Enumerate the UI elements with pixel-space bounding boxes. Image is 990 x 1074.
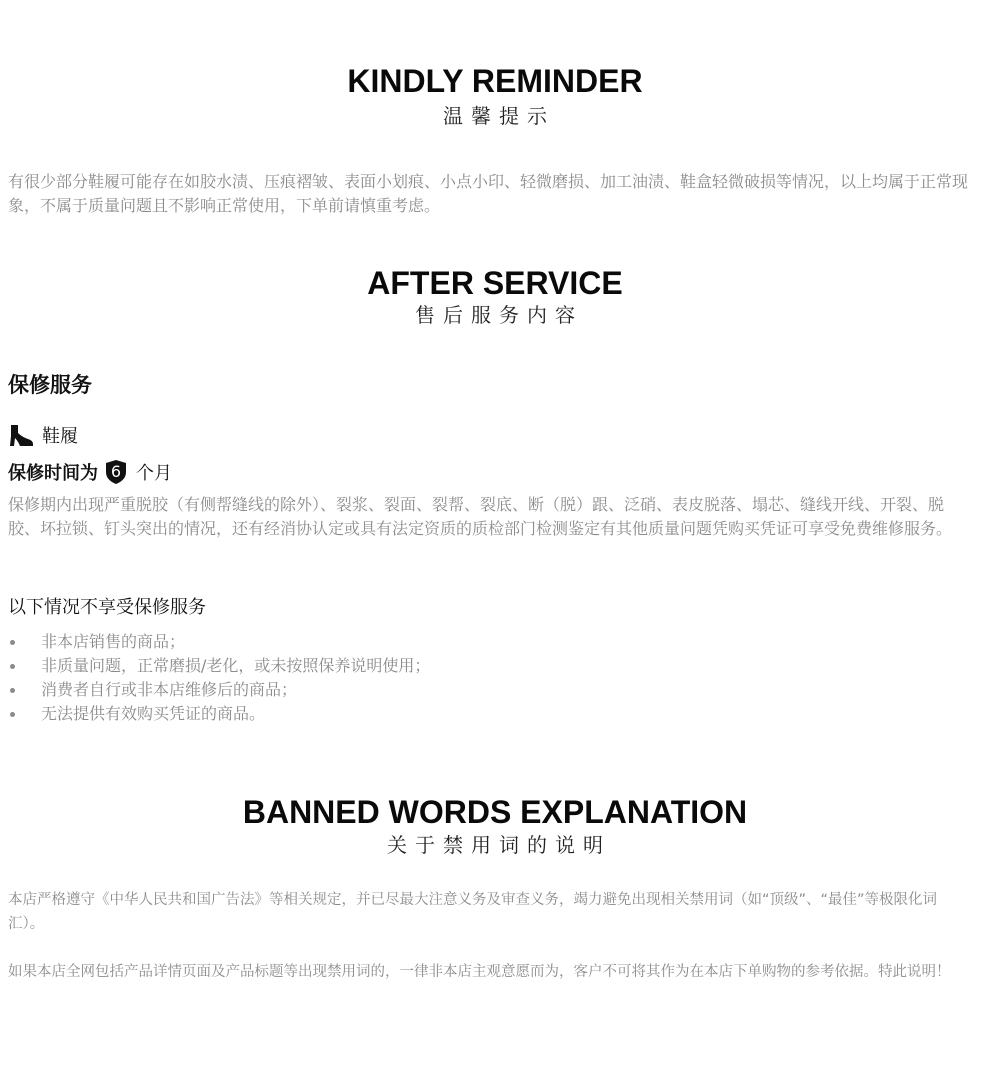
warranty-title: 保修服务	[8, 373, 92, 397]
list-item	[8, 678, 708, 702]
list-item	[8, 702, 708, 726]
period-prefix: 保修时间为	[8, 463, 98, 484]
after-service-title: AFTER SERVICE	[367, 265, 623, 301]
exclusion-text: 消费者自行或非本店维修后的商品；	[41, 680, 298, 699]
high-heel-boot-icon	[8, 423, 34, 447]
banned-words-paragraph-1: 本店严格遵守《中华人民共和国广告法》等相关规定，并已尽最大注意义务及审查义务，竭力避免出现相关禁用词（如“顶级”、“最佳”等极限化词汇）。	[8, 892, 938, 932]
bullet	[10, 712, 15, 717]
exclusions-list	[8, 630, 708, 726]
kindly-reminder-subtitle: 温馨提示	[443, 104, 555, 128]
kindly-reminder-text: 有很少部分鞋履可能存在如胶水渍、压痕褶皱、表面小划痕、小点小印、轻微磨损、加工油渍、鞋盒轻微破损等情况，以上均属于正常现象，不属于质量问题且不影响正常使用，下单前请慎重考虑。	[8, 172, 969, 215]
period-badge	[104, 459, 128, 485]
period-number: 6	[110, 462, 122, 481]
bullet	[10, 664, 15, 669]
banned-words-paragraph-2: 如果本店全网包括产品详情页面及产品标题等出现禁用词的，一律非本店主观意愿而为，客户不可将其作为在本店下单购物的参考依据。特此说明！	[8, 964, 951, 980]
exclusions-title: 以下情况不享受保修服务	[8, 597, 206, 618]
banned-words-subtitle: 关于禁用词的说明	[387, 833, 611, 857]
list-item	[8, 630, 708, 654]
exclusion-text: 无法提供有效购买凭证的商品。	[41, 704, 266, 723]
banned-words-title: BANNED WORDS EXPLANATION	[242, 794, 748, 830]
category-label: 鞋履	[42, 426, 78, 447]
kindly-reminder-title: KINDLY REMINDER	[347, 63, 643, 99]
list-item	[8, 654, 708, 678]
after-service-subtitle: 售后服务内容	[415, 303, 583, 327]
bullet	[10, 640, 15, 645]
bullet	[10, 688, 15, 693]
warranty-category	[8, 422, 78, 448]
warranty-period	[8, 458, 172, 486]
exclusion-text: 非本店销售的商品；	[41, 632, 186, 651]
period-unit: 个月	[136, 463, 172, 484]
warranty-text: 保修期内出现严重脱胶（有侧帮缝线的除外）、裂浆、裂面、裂帮、裂底、断（脱）跟、泛硝、表皮脱落、塌芯、缝线开线、开裂、脱胶、坏拉锁、钉头突出的情况，还有经消协认定或具有法定资质的质检部门检测鉴定有其他质量问题凭购买凭证可享受免费维修服务。	[8, 495, 953, 538]
exclusion-text: 非质量问题，正常磨损/老化，或未按照保养说明使用；	[41, 656, 431, 675]
